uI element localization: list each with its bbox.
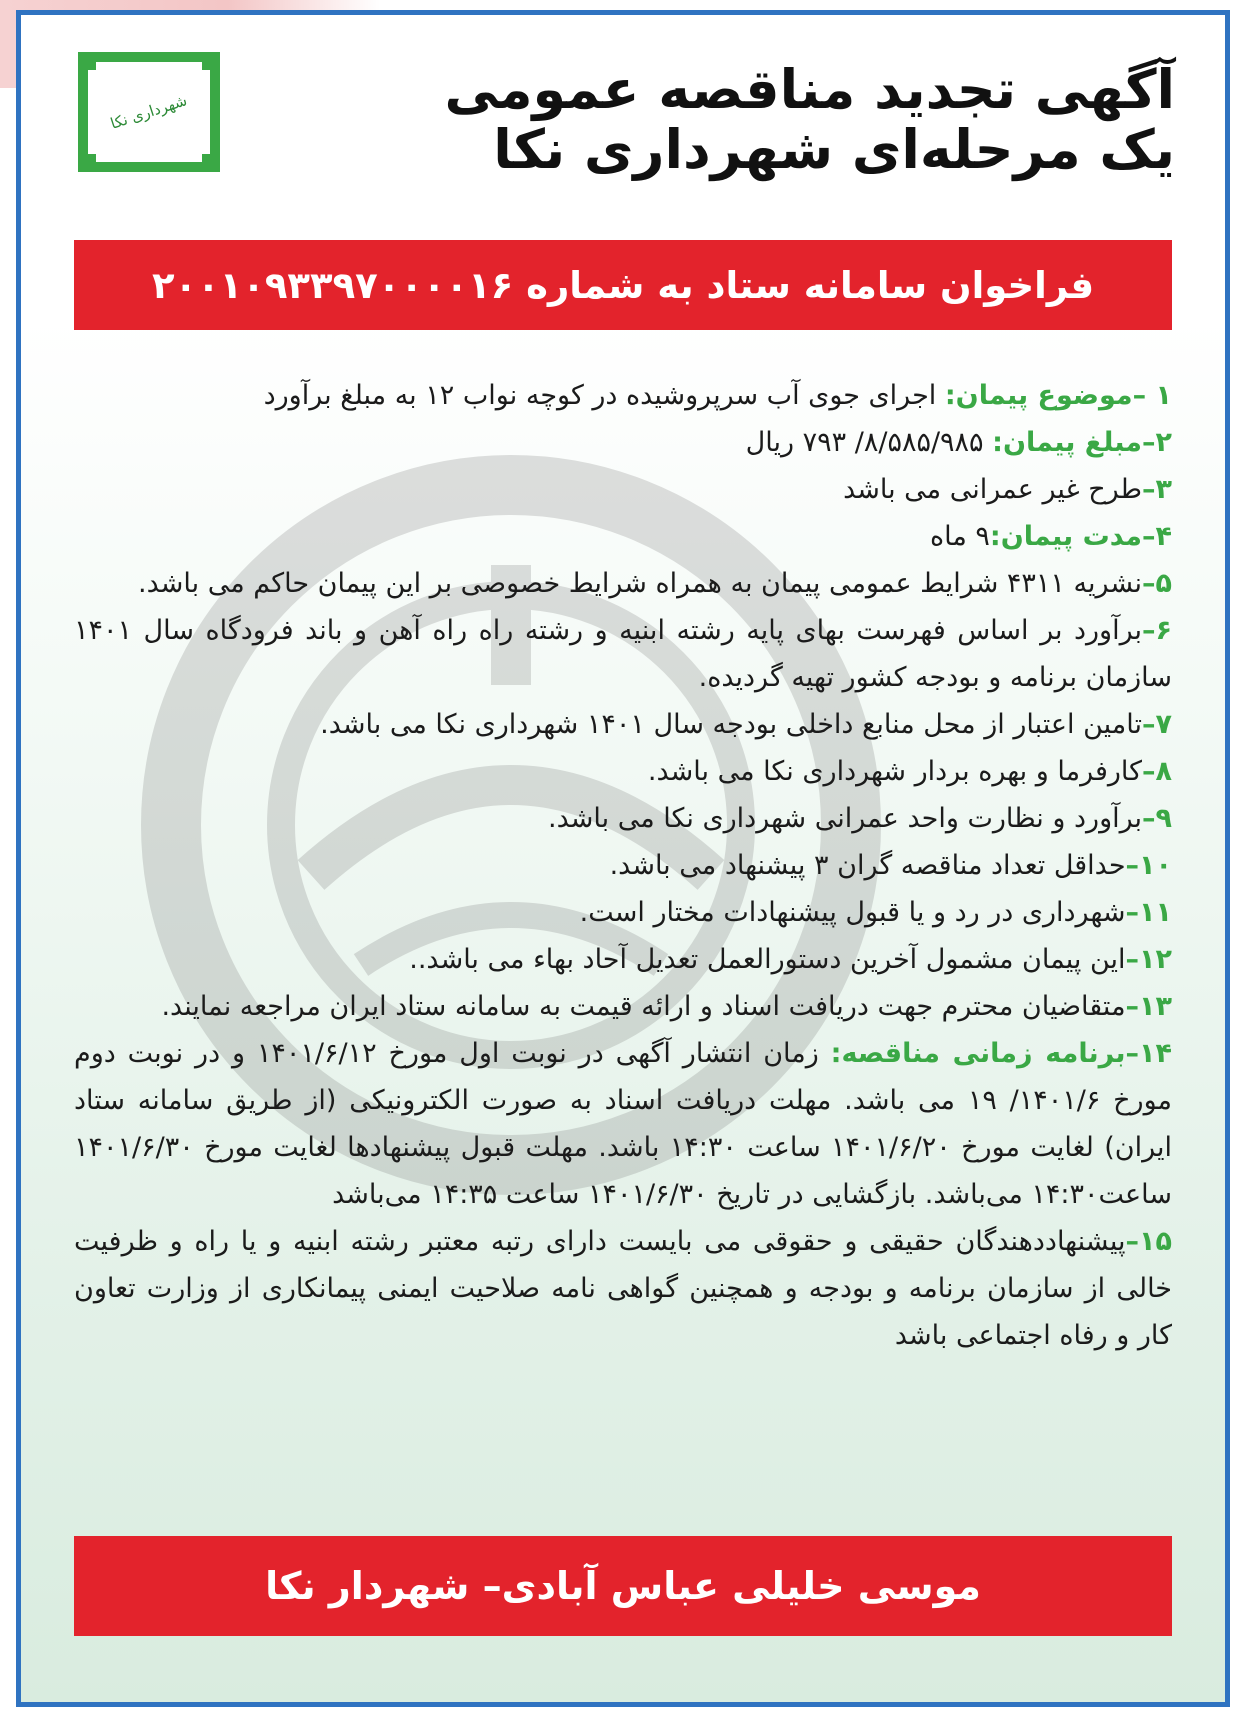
clause-text: نشریه ۴۳۱۱ شرایط عمومی پیمان به همراه شرایط خصوصی بر این پیمان حاکم می باشد. xyxy=(138,568,1143,599)
logo-text: شهرداری نکا xyxy=(108,91,190,133)
clause-number: ۷– xyxy=(1142,709,1172,740)
clauses-list xyxy=(74,372,1172,1359)
clause-item xyxy=(74,607,1172,701)
clause-number: ۱ – xyxy=(1132,380,1172,411)
clause-text: شهرداری در رد و یا قبول پیشنهادات مختار است. xyxy=(579,897,1126,928)
clause-item xyxy=(74,842,1172,889)
clause-item xyxy=(74,466,1172,513)
clause-item xyxy=(74,983,1172,1030)
title-line-2: یک مرحله‌ای شهرداری نکا xyxy=(493,118,1175,182)
clause-number: ۵– xyxy=(1142,568,1172,599)
clause-item xyxy=(74,936,1172,983)
clause-item xyxy=(74,795,1172,842)
clause-number: ۱۰– xyxy=(1125,850,1172,881)
clause-text: طرح غیر عمرانی می باشد xyxy=(843,474,1143,505)
clause-number: ۱۳– xyxy=(1125,991,1172,1022)
clause-number: ۸– xyxy=(1142,756,1172,787)
clause-number: ۶– xyxy=(1142,615,1172,646)
clause-text: حداقل تعداد مناقصه گران ۳ پیشنهاد می باشد. xyxy=(609,850,1126,881)
clause-text: این پیمان مشمول آخرین دستورالعمل تعدیل آحاد بهاء می باشد.. xyxy=(409,944,1126,975)
clause-number: ۹– xyxy=(1142,803,1172,834)
clause-item xyxy=(74,748,1172,795)
clause-text: پیشنهاددهندگان حقیقی و حقوقی می بایست دارای رتبه معتبر رشته ابنیه و یا راه و ظرفیت خالی از سازمان برنامه و بودجه و همچنین گواهی نامه صلاحیت ایمنی پیمانکاری از وزارت تعاون کار و رفاه اجتماعی باشد xyxy=(74,1226,1172,1351)
clause-number: ۱۲– xyxy=(1125,944,1172,975)
call-number-text: فراخوان سامانه ستاد به شماره ۲۰۰۱۰۹۳۳۹۷۰۰۰۰۱۶ xyxy=(151,263,1095,307)
logo-corner xyxy=(78,52,96,70)
clause-item xyxy=(74,560,1172,607)
clause-item xyxy=(74,513,1172,560)
clause-number: ۱۱– xyxy=(1125,897,1172,928)
clause-item xyxy=(74,1218,1172,1359)
clause-item xyxy=(74,889,1172,936)
clause-item xyxy=(74,372,1172,419)
signature-text: موسی خلیلی عباس آبادی– شهردار نکا xyxy=(265,1564,981,1608)
logo-corner xyxy=(202,154,220,172)
clause-text: اجرای جوی آب سرپروشیده در کوچه نواب ۱۲ به مبلغ برآورد xyxy=(263,380,945,411)
clause-text: ۸/۵۸۵/۹۸۵/ ۷۹۳ ریال xyxy=(745,427,993,458)
clause-text: زمان انتشار آگهی در نوبت اول مورخ ۱۴۰۱/۶/۱۲ و در نوبت دوم مورخ ۱۴۰۱/۶/ ۱۹ می باشد. مهلت دریافت اسناد به صورت الکترونیکی (از طریق سامانه ستاد ایران) لغایت مورخ ۱۴۰۱/۶/۲۰ ساعت ۱۴:۳۰ باشد. مهلت قبول پیشنهادها لغایت مورخ ۱۴۰۱/۶/۳۰ ساعت۱۴:۳۰ می‌باشد. بازگشایی در تاریخ ۱۴۰۱/۶/۳۰ ساعت ۱۴:۳۵ می‌باشد xyxy=(74,1038,1172,1210)
clause-text: متقاضیان محترم جهت دریافت اسناد و ارائه قیمت به سامانه ستاد ایران مراجعه نمایند. xyxy=(161,991,1126,1022)
clause-number: ۴– xyxy=(1142,521,1172,552)
logo-corner xyxy=(78,154,96,172)
clause-number: ۳– xyxy=(1142,474,1172,505)
clause-number: ۱۵– xyxy=(1125,1226,1172,1257)
notice-title xyxy=(355,60,1175,181)
clause-label: مبلغ پیمان: xyxy=(992,427,1143,458)
logo-corner xyxy=(202,52,220,70)
clause-label: موضوع پیمان: xyxy=(944,380,1133,411)
clause-text: ۹ ماه xyxy=(929,521,990,552)
clause-item xyxy=(74,1030,1172,1218)
clause-label: مدت پیمان: xyxy=(989,521,1143,552)
title-line-1: آگهی تجدید مناقصه عمومی xyxy=(444,58,1175,121)
clause-number: ۲– xyxy=(1142,427,1172,458)
clause-text: برآورد بر اساس فهرست بهای پایه رشته ابنیه و رشته راه راه آهن و باند فرودگاه سال ۱۴۰۱ سازمان برنامه و بودجه کشور تهیه گردیده. xyxy=(74,615,1172,693)
clause-text: کارفرما و بهره بردار شهرداری نکا می باشد. xyxy=(647,756,1143,787)
clause-text: برآورد و نظارت واحد عمرانی شهرداری نکا می باشد. xyxy=(548,803,1143,834)
clause-item xyxy=(74,701,1172,748)
clause-label: برنامه زمانی مناقصه: xyxy=(830,1038,1126,1069)
clause-item xyxy=(74,419,1172,466)
clause-text: تامین اعتبار از محل منابع داخلی بودجه سال ۱۴۰۱ شهرداری نکا می باشد. xyxy=(320,709,1143,740)
call-number-banner xyxy=(74,240,1172,330)
signature-banner xyxy=(74,1536,1172,1636)
clause-number: ۱۴– xyxy=(1125,1038,1173,1069)
municipality-logo xyxy=(78,52,220,172)
